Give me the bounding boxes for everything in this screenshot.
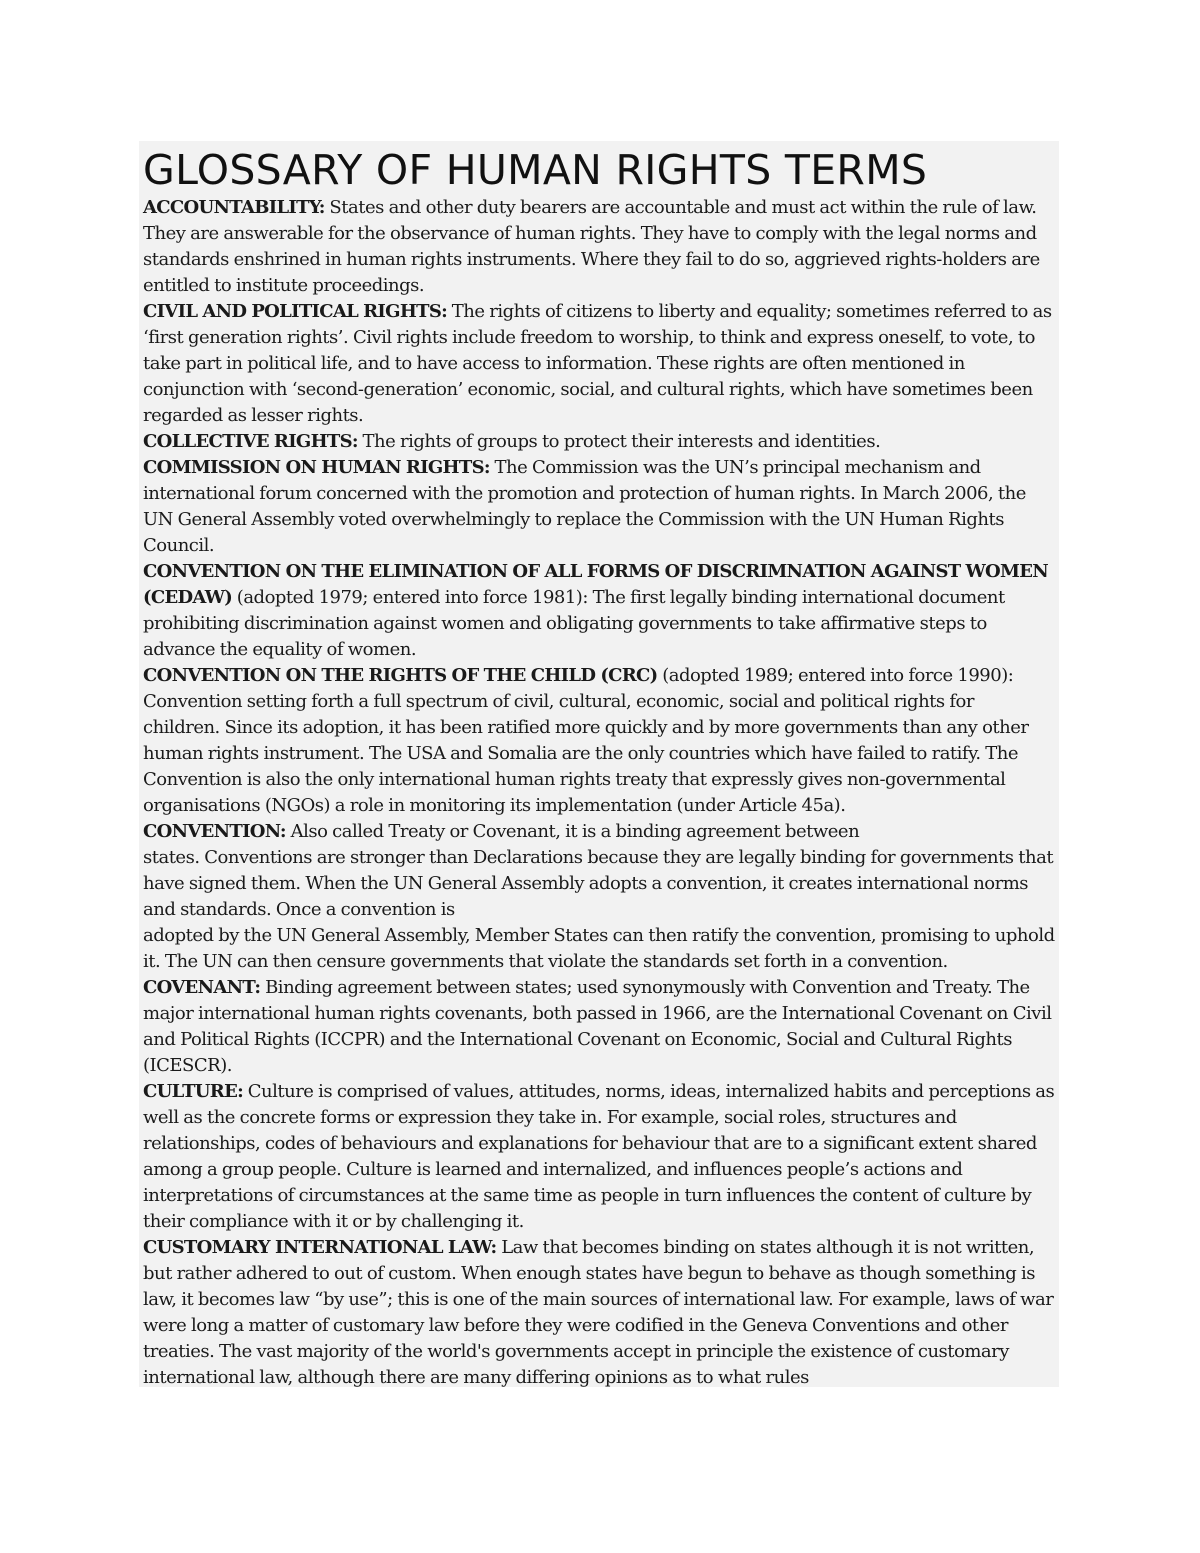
glossary-definition: (adopted 1989; entered into force 1990): Convention setting forth a full spectrum of civil, cultural, economic, social and political rights for children. Since its adoption, it has been ratified more quickly and by more governments than any other human rights instrument. The USA and Somalia are the only countries which have failed to ratify. The Convention is also the only international human rights treaty that expressly gives non-governmental organisations (NGOs) a role in monitoring its implementation (under Article 45a). [143,665,1029,816]
glossary-entry-crc [143,663,1055,819]
glossary-definition: Also called Treaty or Covenant, it is a binding agreement between [285,821,860,842]
glossary-term: ACCOUNTABILITY: [143,197,325,218]
glossary-entry-customary-international-law [143,1235,1055,1387]
glossary-term: CIVIL AND POLITICAL RIGHTS: [143,301,448,322]
glossary-definition: adopted by the UN General Assembly, Member States can then ratify the convention, promising to uphold it. The UN can then censure governments that violate the standards set forth in a convention. [143,925,1055,972]
glossary-term: COLLECTIVE RIGHTS: [143,431,358,452]
glossary-definition: The Commission was the UN’s principal mechanism and international forum concerned with the promotion and protection of human rights. In March 2006, the UN General Assembly voted overwhelmingly to replace the Commission with the UN Human Rights Council. [143,457,1026,556]
glossary-definition: The rights of groups to protect their interests and identities. [357,431,881,452]
glossary-definition: Culture is comprised of values, attitudes, norms, ideas, internalized habits and perceptions as well as the concrete forms or expression they take in. For example, social roles, structures and relationships, codes of behaviours and explanations for behaviour that are to a significant extent shared among a group people. Culture is learned and internalized, and influences people’s actions and interpretations of circumstances at the same time as people in turn influences the content of culture by their compliance with it or by challenging it. [143,1081,1055,1232]
glossary-definition: Law that becomes binding on states although it is not written, but rather adhered to out of custom. When enough states have begun to behave as though something is law, it becomes law “by use”; this is one of the main sources of international law. For example, laws of war were long a matter of customary law before they were codified in the Geneva Conventions and other treaties. The vast majority of the world's governments accept in principle the existence of customary international law, although there are many differing opinions as to what rules [143,1237,1054,1387]
glossary-entry-civil-political-rights [143,299,1055,429]
glossary-definition: Binding agreement between states; used synonymously with Convention and Treaty. The major international human rights covenants, both passed in 1966, are the International Covenant on Civil and Political Rights (ICCPR) and the International Covenant on Economic, Social and Cultural Rights (ICESCR). [143,977,1052,1076]
glossary-line [143,819,1055,845]
glossary-entry-collective-rights [143,429,1055,455]
glossary-entry-culture [143,1079,1055,1235]
glossary-definition: The rights of citizens to liberty and equality; sometimes referred to as ‘first generation rights’. Civil rights include freedom to worship, to think and express oneself, to vote, to take part in political life, and to have access to information. These rights are often mentioned in conjunction with ‘second-generation’ economic, social, and cultural rights, which have sometimes been regarded as lesser rights. [143,301,1052,426]
glossary-definition: (adopted 1979; entered into force 1981): The first legally binding international document prohibiting discrimination against women and obligating governments to take affirmative steps to advance the equality of women. [143,587,1005,660]
glossary-entry-covenant [143,975,1055,1079]
glossary-entry-convention [143,819,1055,975]
glossary-term: CULTURE: [143,1081,244,1102]
glossary-term: CONVENTION: [143,821,286,842]
document-text-block [139,141,1059,1387]
glossary-entry-cedaw [143,559,1055,663]
glossary-term: CONVENTION ON THE ELIMINATION OF ALL FORMS OF DISCRIMNATION AGAINST WOMEN (CEDAW) [143,561,1049,608]
glossary-definition: states. Conventions are stronger than Declarations because they are legally binding for governments that have signed them. When the UN General Assembly adopts a convention, it creates international norms and standards. Once a convention is [143,847,1054,920]
glossary-entry-commission-human-rights [143,455,1055,559]
glossary-term: CUSTOMARY INTERNATIONAL LAW: [143,1237,497,1258]
glossary-term: CONVENTION ON THE RIGHTS OF THE CHILD (CRC) [143,665,658,686]
page-title: GLOSSARY OF HUMAN RIGHTS TERMS [143,146,928,194]
glossary-entry-accountability [143,195,1055,299]
glossary-term: COVENANT: [143,977,261,998]
glossary-term: COMMISSION ON HUMAN RIGHTS: [143,457,490,478]
glossary-definition: States and other duty bearers are accountable and must act within the rule of law. They are answerable for the observance of human rights. They have to comply with the legal norms and standards enshrined in human rights instruments. Where they fail to do so, aggrieved rights-holders are entitled to institute proceedings. [143,197,1040,296]
